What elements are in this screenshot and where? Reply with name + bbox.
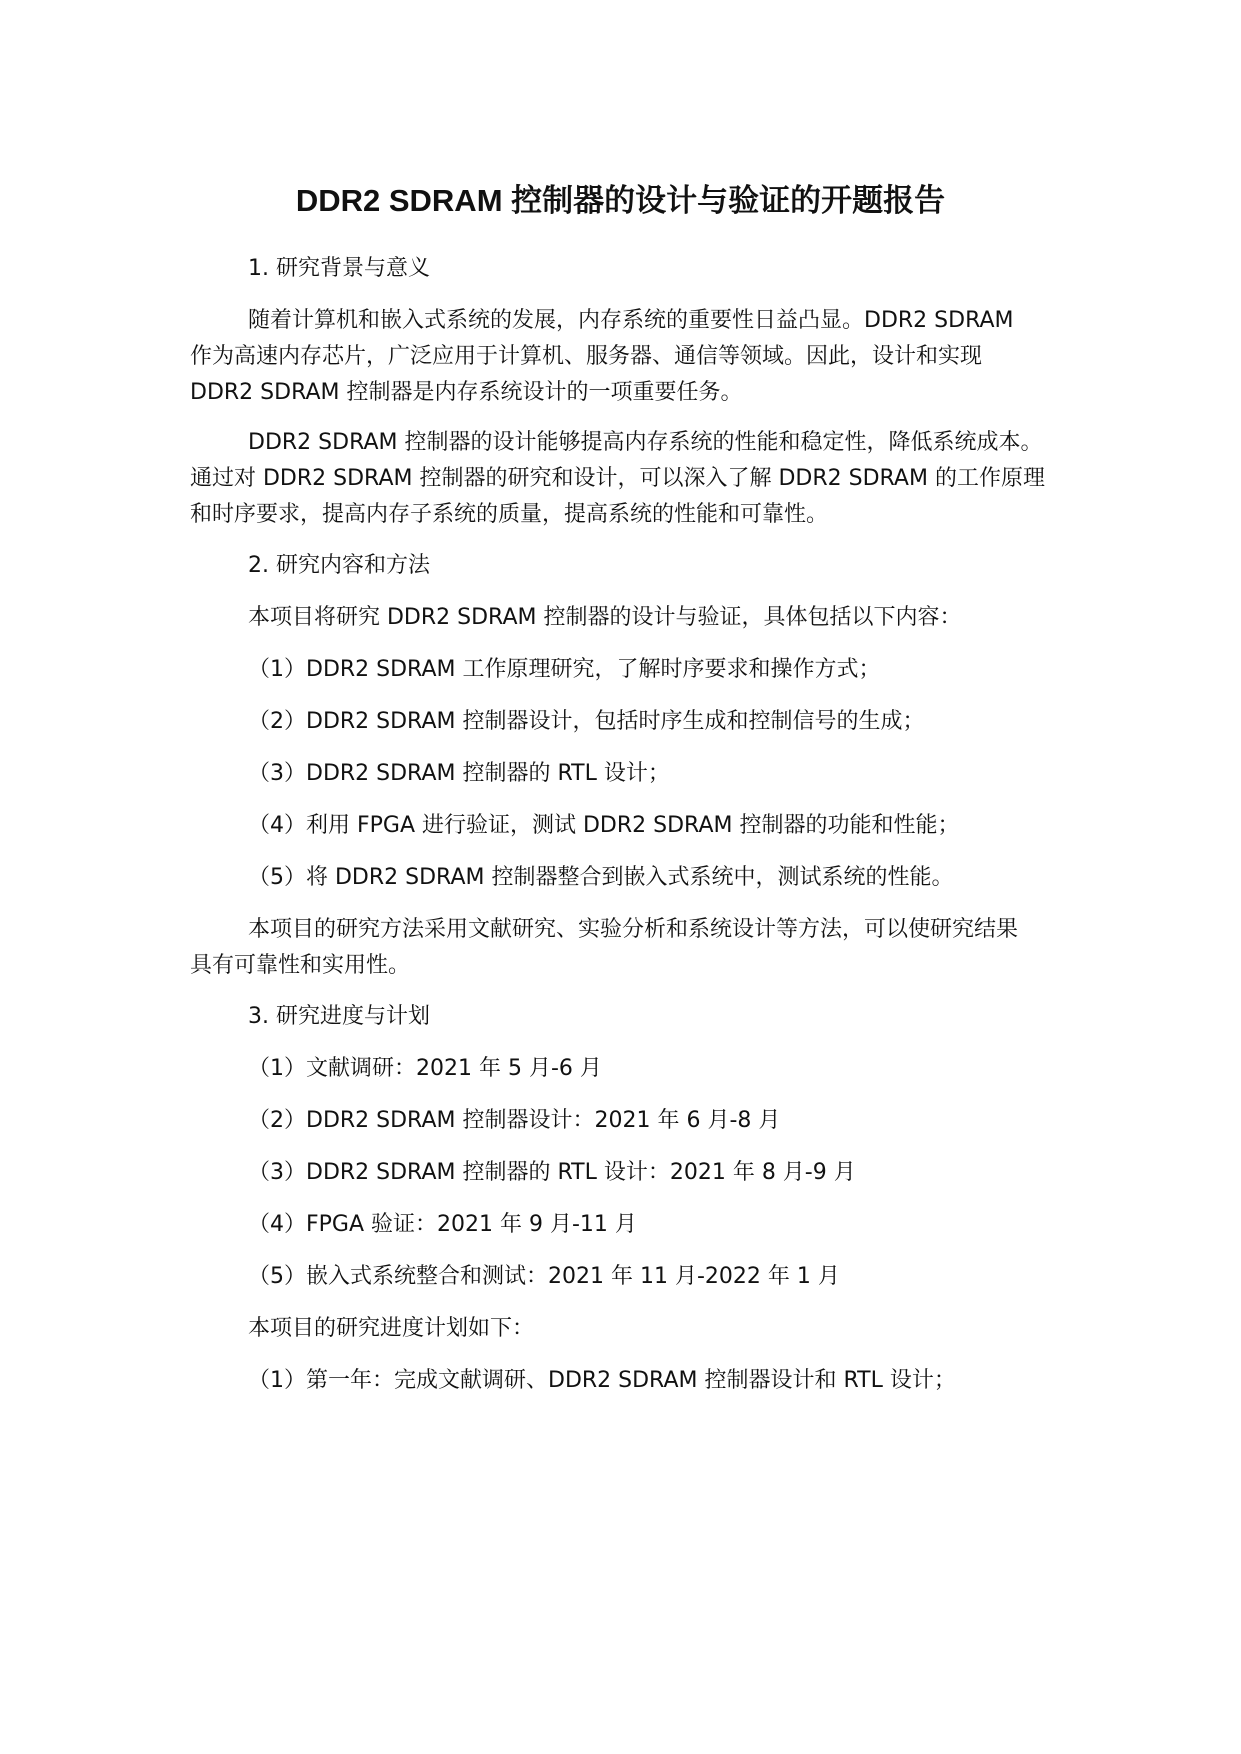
section-2-method-line-2: 具有可靠性和实用性。	[190, 953, 411, 978]
section-2-item-4: （4）利用 FPGA 进行验证，测试 DDR2 SDRAM 控制器的功能和性能；	[248, 813, 960, 838]
section-3-item-5: （5）嵌入式系统整合和测试：2021 年 11 月-2022 年 1 月	[248, 1264, 840, 1289]
section-3-item-4: （4）FPGA 验证：2021 年 9 月-11 月	[248, 1212, 637, 1237]
section-1-para-2-line-1: DDR2 SDRAM 控制器的设计能够提高内存系统的性能和稳定性，降低系统成本。	[248, 430, 1043, 455]
section-2-intro: 本项目将研究 DDR2 SDRAM 控制器的设计与验证，具体包括以下内容：	[248, 605, 962, 630]
document-title: DDR2 SDRAM 控制器的设计与验证的开题报告	[295, 183, 946, 218]
section-2-item-3: （3）DDR2 SDRAM 控制器的 RTL 设计；	[248, 761, 670, 786]
section-3-heading: 3. 研究进度与计划	[248, 1004, 430, 1029]
section-3-plan-item-1: （1）第一年：完成文献调研、DDR2 SDRAM 控制器设计和 RTL 设计；	[248, 1368, 956, 1393]
section-1-para-1-line-2: 作为高速内存芯片，广泛应用于计算机、服务器、通信等领域。因此，设计和实现	[190, 344, 983, 369]
section-1-para-2-line-2: 通过对 DDR2 SDRAM 控制器的研究和设计，可以深入了解 DDR2 SDRAM 的工作原理	[190, 466, 1045, 491]
section-3-item-2: （2）DDR2 SDRAM 控制器设计：2021 年 6 月-8 月	[248, 1108, 781, 1133]
section-1-heading: 1. 研究背景与意义	[248, 256, 430, 281]
section-2-method-line-1: 本项目的研究方法采用文献研究、实验分析和系统设计等方法，可以使研究结果	[248, 917, 1019, 942]
section-1-para-1-line-3: DDR2 SDRAM 控制器是内存系统设计的一项重要任务。	[190, 380, 743, 405]
section-3-item-1: （1）文献调研：2021 年 5 月-6 月	[248, 1056, 602, 1081]
section-3-plan-intro: 本项目的研究进度计划如下：	[248, 1316, 535, 1341]
section-2-item-1: （1）DDR2 SDRAM 工作原理研究，了解时序要求和操作方式；	[248, 657, 881, 682]
section-2-item-5: （5）将 DDR2 SDRAM 控制器整合到嵌入式系统中，测试系统的性能。	[248, 865, 954, 890]
section-1-para-2-line-3: 和时序要求，提高内存子系统的质量，提高系统的性能和可靠性。	[190, 502, 829, 527]
section-2-item-2: （2）DDR2 SDRAM 控制器设计，包括时序生成和控制信号的生成；	[248, 709, 925, 734]
section-2-heading: 2. 研究内容和方法	[248, 553, 430, 578]
section-1-para-1-line-1: 随着计算机和嵌入式系统的发展，内存系统的重要性日益凸显。DDR2 SDRAM	[248, 308, 1014, 333]
section-3-item-3: （3）DDR2 SDRAM 控制器的 RTL 设计：2021 年 8 月-9 月	[248, 1160, 856, 1185]
